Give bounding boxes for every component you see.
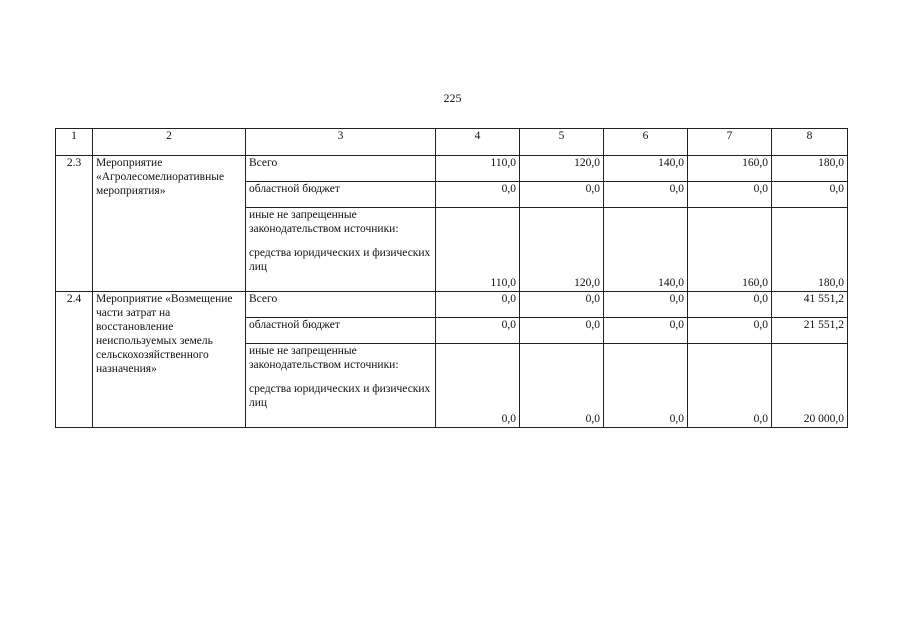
value-cell: 0,0 <box>688 182 772 208</box>
source-label: областной бюджет <box>246 182 436 208</box>
value-cell: 140,0 <box>604 156 688 182</box>
source-sublabel: средства юридических и физических лиц <box>249 247 431 273</box>
header-cell: 3 <box>246 129 436 156</box>
value-cell: 0,0 <box>604 318 688 344</box>
value-cell: 180,0 <box>772 156 848 182</box>
header-cell: 5 <box>520 129 604 156</box>
value-cell: 110,0 <box>436 208 520 292</box>
event-name: Мероприятие «Агролесомелиоративные мероприятия» <box>93 156 246 292</box>
value-cell: 0,0 <box>688 292 772 318</box>
value-cell: 0,0 <box>520 318 604 344</box>
source-label: иные не запрещенные законодательством источники: <box>249 345 399 371</box>
value-cell: 0,0 <box>604 344 688 428</box>
source-label: иные не запрещенные законодательством источники: <box>249 209 399 235</box>
value-cell: 0,0 <box>772 182 848 208</box>
source-label: областной бюджет <box>246 318 436 344</box>
source-cell <box>246 208 436 292</box>
value-cell: 120,0 <box>520 156 604 182</box>
value-cell: 0,0 <box>604 182 688 208</box>
value-cell: 120,0 <box>520 208 604 292</box>
header-cell: 2 <box>93 129 246 156</box>
value-cell: 0,0 <box>604 292 688 318</box>
value-cell: 160,0 <box>688 208 772 292</box>
value-cell: 0,0 <box>520 344 604 428</box>
value-cell: 21 551,2 <box>772 318 848 344</box>
header-cell: 4 <box>436 129 520 156</box>
page-number: 225 <box>443 91 462 105</box>
table-row <box>56 156 848 182</box>
header-cell: 7 <box>688 129 772 156</box>
value-cell: 0,0 <box>520 182 604 208</box>
value-cell: 41 551,2 <box>772 292 848 318</box>
value-cell: 0,0 <box>688 344 772 428</box>
budget-table <box>55 128 848 428</box>
value-cell: 0,0 <box>436 292 520 318</box>
event-code: 2.3 <box>56 156 93 292</box>
value-cell: 0,0 <box>436 344 520 428</box>
value-cell: 0,0 <box>436 318 520 344</box>
value-cell: 140,0 <box>604 208 688 292</box>
value-cell: 110,0 <box>436 156 520 182</box>
value-cell: 160,0 <box>688 156 772 182</box>
value-cell: 180,0 <box>772 208 848 292</box>
value-cell: 0,0 <box>688 318 772 344</box>
table-row <box>56 292 848 318</box>
source-sublabel: средства юридических и физических лиц <box>249 383 431 409</box>
header-row <box>56 129 848 156</box>
source-cell <box>246 344 436 428</box>
source-label: Всего <box>246 292 436 318</box>
value-cell: 0,0 <box>520 292 604 318</box>
source-label: Всего <box>246 156 436 182</box>
event-code: 2.4 <box>56 292 93 428</box>
header-cell: 1 <box>56 129 93 156</box>
value-cell: 0,0 <box>436 182 520 208</box>
header-cell: 6 <box>604 129 688 156</box>
header-cell: 8 <box>772 129 848 156</box>
value-cell: 20 000,0 <box>772 344 848 428</box>
event-name: Мероприятие «Возмещение части затрат на восстановление неиспользуемых земель сельскохозяйственного назначения» <box>93 292 246 428</box>
